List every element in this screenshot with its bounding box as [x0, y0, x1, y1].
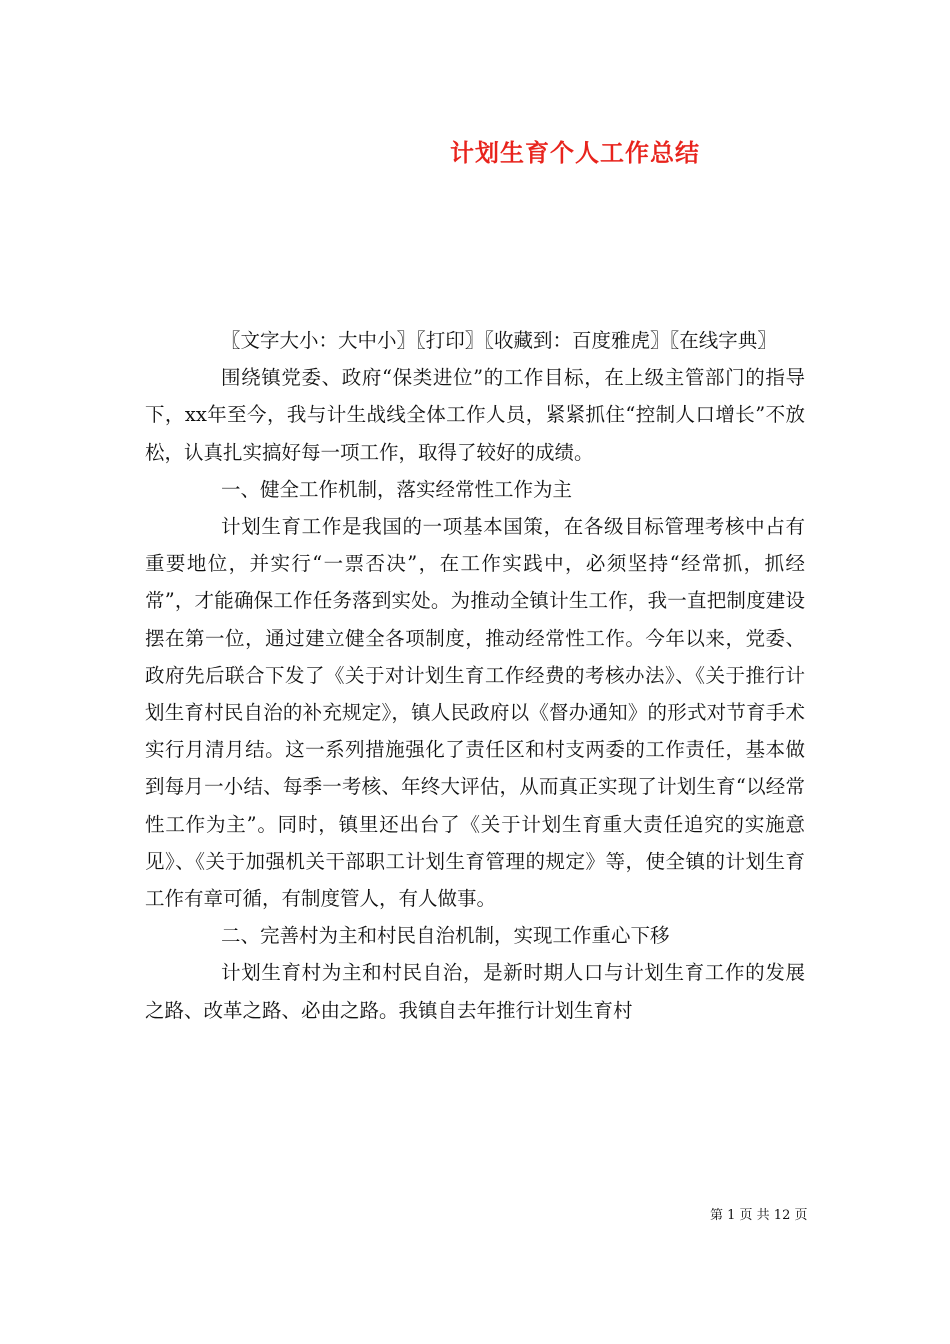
toolbar-line: 〖文字大小：大中小〗〖打印〗〖收藏到：百度雅虎〗〖在线字典〗 [221, 329, 777, 352]
paragraph-section-2: 计划生育村为主和村民自治，是新时期人口与计划生育工作的发展之路、改革之路、必由之路。我镇自去年推行计划生育村 [145, 961, 805, 1022]
document-body [145, 322, 805, 1029]
paragraph-intro: 围绕镇党委、政府“保类进位”的工作目标，在上级主管部门的指导下，xx年至今，我与计生战线全体工作人员，紧紧抓住“控制人口增长”不放松，认真扎实搞好每一项工作，取得了较好的成绩。 [145, 366, 805, 464]
section-heading-2: 二、完善村为主和村民自治机制，实现工作重心下移 [221, 924, 670, 948]
paragraph-section-1: 计划生育工作是我国的一项基本国策，在各级目标管理考核中占有重要地位，并实行“一票否决”，在工作实践中，必须坚持“经常抓，抓经常”，才能确保工作任务落到实处。为推动全镇计生工作，我一直把制度建设摆在第一位，通过建立健全各项制度，推动经常性工作。今年以来，党委、政府先后联合下发了《关于对计划生育工作经费的考核办法》、《关于推行计划生育村民自治的补充规定》，镇人民政府以《督办通知》的形式对节育手术实行月清月结。这一系列措施强化了责任区和村支两委的工作责任，基本做到每月一小结、每季一考核、年终大评估，从而真正实现了计划生育“以经常性工作为主”。同时，镇里还出台了《关于计划生育重大责任追究的实施意见》、《关于加强机关干部职工计划生育管理的规定》等，使全镇的计划生育工作有章可循，有制度管人，有人做事。 [145, 515, 805, 911]
section-heading-1: 一、健全工作机制，落实经常性工作为主 [221, 477, 573, 501]
page-number-footer: 第 1 页 共 12 页 [710, 1208, 808, 1223]
document-title: 计划生育个人工作总结 [450, 138, 700, 167]
